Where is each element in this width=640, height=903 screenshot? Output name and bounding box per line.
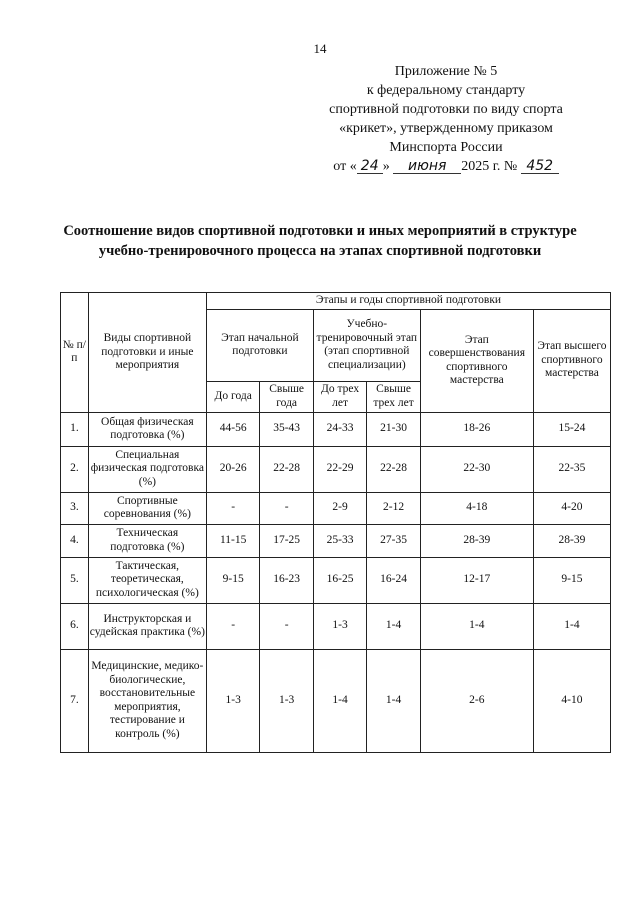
cell: 1-4	[367, 603, 420, 649]
cell: -	[206, 603, 259, 649]
row-num: 1.	[61, 412, 89, 446]
date-prefix: от «	[333, 159, 357, 174]
table-row	[61, 557, 611, 603]
appendix-line: «крикет», утвержденному приказом	[339, 121, 553, 136]
cell: 16-24	[367, 557, 420, 603]
header-sub-over-year: Свыше года	[260, 381, 313, 412]
cell: -	[260, 603, 313, 649]
table-row	[61, 412, 611, 446]
cell: 22-35	[533, 446, 610, 492]
header-sub-over-three: Свыше трех лет	[367, 381, 420, 412]
cell: 9-15	[206, 557, 259, 603]
cell: 24-33	[313, 412, 366, 446]
row-type: Медицинские, медико-биологические, восстановительные мероприятия, тестирование и контроль (%)	[88, 649, 206, 752]
row-type: Техническая подготовка (%)	[88, 524, 206, 557]
cell: 16-23	[260, 557, 313, 603]
row-num: 3.	[61, 492, 89, 524]
order-number-handwritten: 452	[521, 159, 559, 174]
header-type: Виды спортивной подготовки и иные мероприятия	[88, 293, 206, 413]
appendix-line: к федеральному стандарту	[366, 83, 526, 98]
cell: 28-39	[420, 524, 533, 557]
row-type: Спортивные соревнования (%)	[88, 492, 206, 524]
header-sub-up-to-year: До года	[206, 381, 259, 412]
cell: 1-4	[533, 603, 610, 649]
row-num: 2.	[61, 446, 89, 492]
table-row	[61, 524, 611, 557]
cell: 22-28	[260, 446, 313, 492]
page-number: 14	[313, 41, 327, 56]
cell: 1-4	[420, 603, 533, 649]
cell: 11-15	[206, 524, 259, 557]
row-num: 6.	[61, 603, 89, 649]
table-row	[61, 492, 611, 524]
cell: 1-3	[260, 649, 313, 752]
appendix-line: Приложение № 5	[394, 64, 498, 79]
header-stage-higher: Этап высшего спортивного мастерства	[533, 309, 610, 412]
cell: 1-4	[367, 649, 420, 752]
cell: 28-39	[533, 524, 610, 557]
date-month-handwritten: июня	[393, 159, 461, 174]
cell: 2-6	[420, 649, 533, 752]
cell: 22-30	[420, 446, 533, 492]
table-row	[61, 446, 611, 492]
date-day-handwritten: 24	[357, 159, 383, 174]
date-quote-close: »	[382, 159, 390, 174]
header-stage-initial: Этап начальной подготовки	[206, 309, 313, 381]
row-num: 7.	[61, 649, 89, 752]
appendix-line: спортивной подготовки по виду спорта	[329, 102, 563, 117]
row-type: Инструкторская и судейская практика (%)	[88, 603, 206, 649]
cell: -	[206, 492, 259, 524]
cell: 1-3	[206, 649, 259, 752]
row-type: Тактическая, теоретическая, психологическая (%)	[88, 557, 206, 603]
cell: 18-26	[420, 412, 533, 446]
row-num: 4.	[61, 524, 89, 557]
row-type: Общая физическая подготовка (%)	[88, 412, 206, 446]
header-stages-group: Этапы и годы спортивной подготовки	[206, 293, 610, 310]
cell: 21-30	[367, 412, 420, 446]
cell: 1-3	[313, 603, 366, 649]
cell: 9-15	[533, 557, 610, 603]
cell: 1-4	[313, 649, 366, 752]
cell: 4-10	[533, 649, 610, 752]
cell: 4-18	[420, 492, 533, 524]
cell: 2-9	[313, 492, 366, 524]
order-date-line	[296, 157, 596, 176]
document-title: Соотношение видов спортивной подготовки и иных мероприятий в структуре учебно-тренировочного процесса на этапах спортивной подготовки	[63, 223, 577, 259]
cell: 44-56	[206, 412, 259, 446]
table-row	[61, 603, 611, 649]
cell: -	[260, 492, 313, 524]
header-sub-up-to-three: До трех лет	[313, 381, 366, 412]
cell: 16-25	[313, 557, 366, 603]
table-row	[61, 649, 611, 752]
cell: 4-20	[533, 492, 610, 524]
cell: 2-12	[367, 492, 420, 524]
cell: 12-17	[420, 557, 533, 603]
date-year: 2025 г. №	[461, 159, 518, 174]
cell: 27-35	[367, 524, 420, 557]
header-stage-improvement: Этап совершенствования спортивного мастерства	[420, 309, 533, 412]
header-num: № п/п	[61, 293, 89, 413]
row-num: 5.	[61, 557, 89, 603]
cell: 17-25	[260, 524, 313, 557]
cell: 22-29	[313, 446, 366, 492]
cell: 20-26	[206, 446, 259, 492]
header-stage-training: Учебно-тренировочный этап (этап спортивной специализации)	[313, 309, 420, 381]
cell: 22-28	[367, 446, 420, 492]
row-type: Специальная физическая подготовка (%)	[88, 446, 206, 492]
appendix-line: Минспорта России	[389, 140, 503, 155]
cell: 25-33	[313, 524, 366, 557]
cell: 15-24	[533, 412, 610, 446]
cell: 35-43	[260, 412, 313, 446]
training-ratio-table	[60, 292, 611, 753]
appendix-block	[296, 62, 596, 176]
